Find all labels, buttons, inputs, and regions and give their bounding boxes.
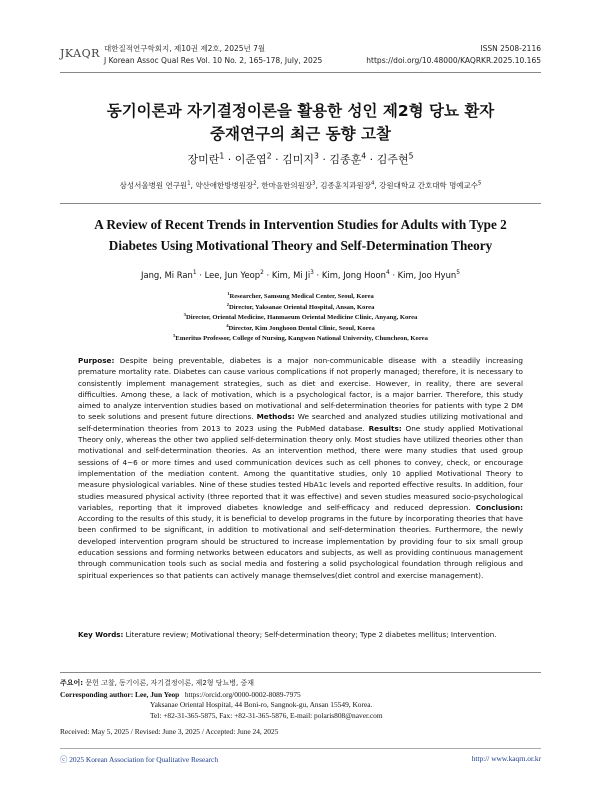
authors-korean [60, 151, 541, 167]
author-separator: · [313, 270, 322, 280]
affiliation-line [60, 324, 541, 335]
affiliation-text: Director, Yaksanae Oriental Hospital, Ansan, Korea [228, 303, 375, 311]
keywords-korean [60, 678, 254, 688]
affiliation-line [60, 303, 541, 314]
copyright: ⓒ 2025 Korean Association for Qualitative Research [60, 755, 219, 764]
author-name: 김주현 [376, 153, 409, 166]
affiliation-superscript: 2 [226, 301, 229, 307]
author-separator: · [196, 270, 205, 280]
author-separator: · [224, 153, 235, 166]
author-separator: · [318, 153, 330, 166]
header-divider [60, 72, 541, 73]
author-separator: · [366, 153, 377, 166]
abstract [78, 355, 523, 581]
authors-english [60, 270, 541, 280]
affiliations-english [60, 292, 541, 345]
author-superscript: 4 [361, 151, 367, 161]
journal-citation-en: J Korean Assoc Qual Res Vol. 10 No. 2, 165-178, July, 2025 [104, 56, 323, 65]
affiliation-line [60, 292, 541, 303]
corresponding-name: Lee, Jun Yeop [133, 690, 180, 699]
affiliation-superscript: 2 [253, 180, 257, 187]
conclusion-label: Conclusion: [475, 502, 523, 512]
affiliation-text: 삼성서울병원 연구원 [119, 181, 188, 190]
journal-identifiers [366, 43, 541, 67]
author-name: Kim, Jong Hoon [321, 270, 386, 280]
author-name: 장미란 [187, 153, 220, 166]
affiliation-superscript: 5 [478, 180, 482, 187]
title-korean-line2: 중재연구의 최근 동향 고찰 [210, 125, 391, 143]
author-superscript: 5 [456, 270, 460, 277]
purpose-label: Purpose: [78, 356, 115, 365]
keywords-label: Key Words: [78, 630, 124, 639]
author-separator: · [389, 270, 398, 280]
footer-divider [60, 672, 541, 673]
affiliation-superscript: 3 [312, 180, 316, 187]
results-label: Results: [368, 423, 402, 433]
affiliation-line [60, 313, 541, 324]
author-superscript: 3 [310, 270, 314, 277]
affiliation-separator: , [315, 181, 321, 190]
purpose-text: Despite being preventable, diabetes is a major non-communicable disease with a steadily increasing premature mortality rate. Diabetes can cause various complications if not properly managed; therefore, it is necessary to consistently implement management strategies, such as diet and exercise. However, in reality, there are several difficulties. Among these, a lack of motivation, which is a psychological factor, is a major barrier. Therefore, this study aimed to analyze intervention studies based on motivational and self-determination theories for patients with type 2 DM to seek solutions and present future directions. [78, 356, 523, 422]
author-superscript: 1 [192, 270, 197, 277]
affiliation-separator: , [256, 181, 262, 190]
title-divider [60, 203, 541, 204]
affiliation-superscript: 4 [226, 322, 229, 328]
keywords-text: Literature review; Motivational theory; Self-determination theory; Type 2 diabetes mellitus; Intervention. [123, 630, 497, 639]
affiliation-text: 약산애한방병원장 [195, 181, 254, 190]
title-english [40, 214, 561, 256]
affiliation-text: 한마음한의원장 [261, 181, 313, 190]
author-superscript: 2 [266, 151, 272, 161]
author-superscript: 5 [408, 151, 414, 161]
title-korean-line1: 동기이론과 자기결정이론을 활용한 성인 제2형 당뇨 환자 [106, 102, 495, 120]
affiliation-text: Researcher, Samsung Medical Center, Seoul, Korea [229, 293, 374, 300]
title-korean [60, 100, 541, 146]
orcid-link[interactable]: https://orcid.org/0000-0002-8089-7975 [184, 690, 301, 699]
journal-logo: JKAQR [60, 47, 100, 60]
keywords [78, 630, 523, 639]
conclusion-text: According to the results of this study, it is beneficial to develop programs in the future by incorporating theories that have been confirmed to be significant, in addition to motivational and self-determination theories. Furthermore, the newly developed intervention program should be structured to increase implementation by providing four to six small group education sessions and forming networks between educators and subjects, as well as providing continuous management through communication tools such as social media and fostering a solid psychological foundation through religious and spiritual experiences so that patients can actively manage themselves(diet control and exercise management). [78, 514, 523, 580]
author-name: 이준엽 [234, 153, 267, 166]
affiliations-korean [40, 180, 561, 191]
affiliation-superscript: 3 [183, 311, 186, 317]
website-link[interactable]: http:// www.kaqrn.or.kr [471, 754, 541, 763]
journal-citation-ko: 대한질적연구학회지, 제10권 제2호, 2025년 7월 [104, 44, 266, 53]
title-english-line1: A Review of Recent Trends in Intervention Studies for Adults with Type 2 [94, 217, 507, 232]
corresponding-label: Corresponding author: [60, 690, 134, 699]
affiliation-text: 강원대학교 간호대학 명예교수 [379, 181, 479, 190]
affiliation-superscript: 1 [187, 180, 191, 187]
author-superscript: 4 [385, 270, 390, 277]
methods-label: Methods: [256, 412, 295, 422]
methods-text: We searched and analyzed studies utilizing motivational and self-determination theories from 2013 to 2023 using the PubMed database. [78, 412, 524, 433]
keywords-korean-text: 문헌 고찰, 동기이론, 자기결정이론, 제2형 당뇨병, 중재 [83, 679, 255, 687]
journal-citation [104, 43, 322, 67]
author-name: Lee, Jun Yeop [204, 270, 261, 280]
affiliation-superscript: 5 [173, 332, 176, 338]
author-separator: · [271, 153, 283, 166]
author-name: Jang, Mi Ran [141, 270, 193, 280]
corresponding-contact: Tel: +82-31-365-5875, Fax: +82-31-365-5876, E-mail: polaris808@naver.com [150, 710, 383, 720]
affiliation-separator: , [190, 181, 196, 190]
affiliation-text: Director, Kim Jonghoon Dental Clinic, Seoul, Korea [228, 324, 375, 332]
affiliation-superscript: 4 [370, 180, 375, 187]
author-name: Kim, Joo Hyun [397, 270, 457, 280]
author-name: 김종훈 [329, 153, 362, 166]
affiliation-text: Emeritus Professor, College of Nursing, Kangwon National University, Chuncheon, Korea [175, 335, 428, 342]
doi-link[interactable]: https://doi.org/10.48000/KAQRKR.2025.10.165 [366, 56, 541, 65]
author-superscript: 2 [260, 270, 264, 277]
title-english-line2: Diabetes Using Motivational Theory and Self-Determination Theory [108, 238, 493, 253]
affiliation-separator: , [374, 181, 380, 190]
author-separator: · [263, 270, 272, 280]
author-superscript: 1 [219, 151, 225, 161]
submission-dates: Received: May 5, 2025 / Revised: June 3, 2025 / Accepted: June 24, 2025 [60, 727, 279, 736]
issn: ISSN 2508-2116 [480, 44, 541, 53]
results-text: One study applied Motivational Theory only, whereas the other two applied self-determination theory only. Most studies have utilized theories other than motivational and self-determination theories. As an intervention method, there were many studies that used group sessions of 4~6 or more times and used communication devices such as cell phones to convey, check, or encourage implementation of the mediation content. Among the quantitative studies, only 10 applied Motivational Theory to measure physiological variables. Nine of these studies tested HbA1c levels and reported effective results. In addition, four studies measured physical activity (three reported that it was effective) and seven studies measured socio-psychological variables, reporting that it improved diabetes knowledge and self-efficacy and reduced depression. [78, 423, 523, 512]
author-name: 김미지 [282, 153, 314, 166]
journal-header [60, 43, 541, 67]
author-superscript: 3 [313, 151, 319, 161]
corresponding-address: Yaksanae Oriental Hospital, 44 Boni-ro, Sangnok-gu, Ansan 15549, Korea. [150, 700, 373, 710]
affiliation-line [60, 334, 541, 345]
affiliation-superscript: 1 [227, 290, 230, 296]
author-name: Kim, Mi Ji [271, 270, 311, 280]
affiliation-text: Director, Oriental Medicine, Hanmaeum Oriental Medicine Clinic, Anyang, Korea [185, 314, 418, 321]
affiliation-text: 김종훈치과원장 [320, 181, 371, 190]
bottom-divider [60, 748, 541, 749]
keywords-korean-label: 주요어: [60, 679, 84, 687]
correspondence [60, 690, 383, 721]
